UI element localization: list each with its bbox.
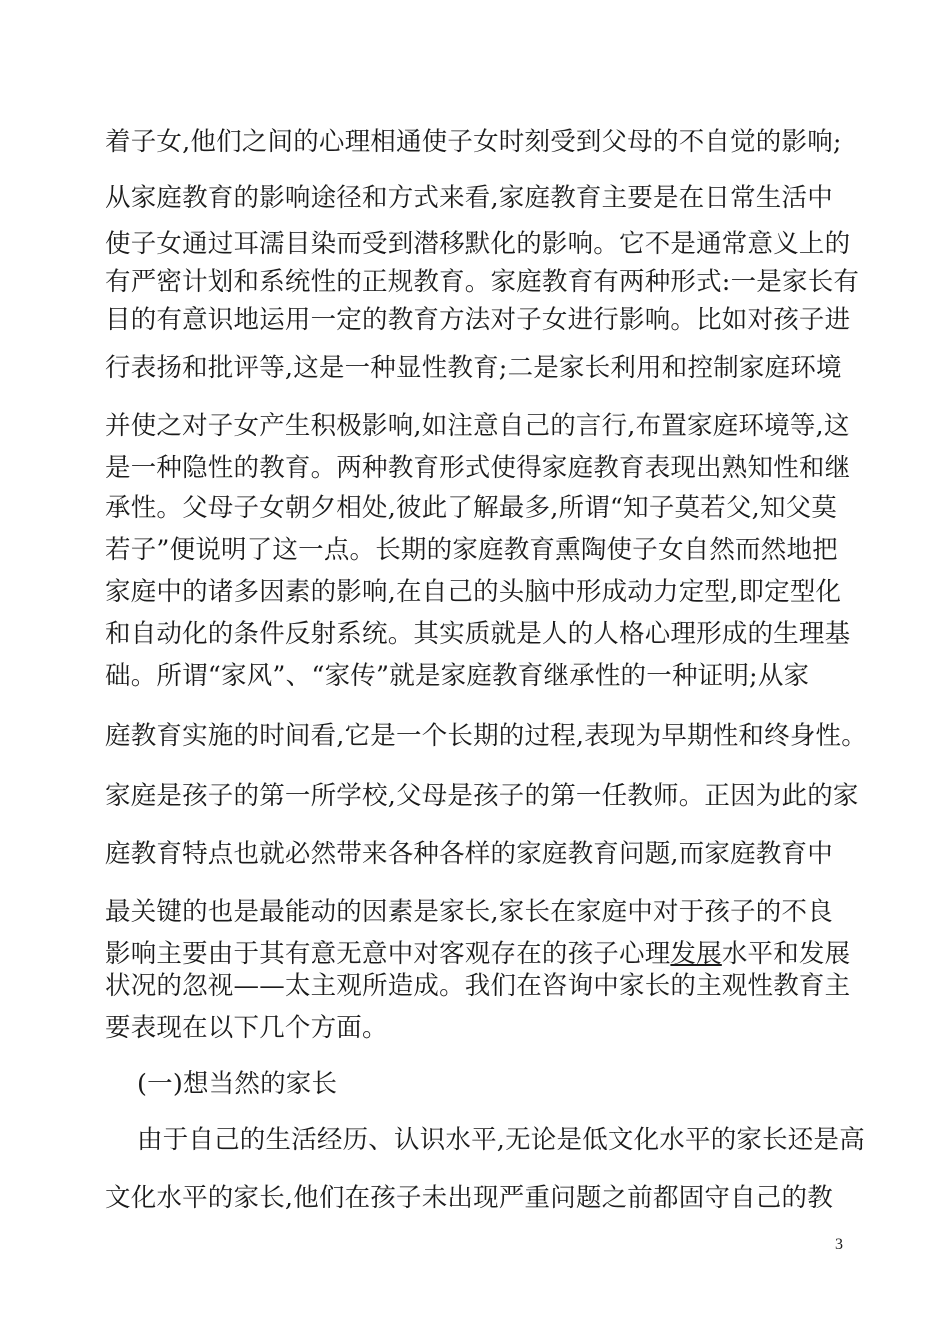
text-line: 从家庭教育的影响途径和方式来看,家庭教育主要是在日常生活中 bbox=[105, 183, 833, 213]
text-line: 是一种隐性的教育。两种教育形式使得家庭教育表现出熟知性和继 bbox=[105, 453, 851, 483]
text-line: 和自动化的条件反射系统。其实质就是人的人格心理形成的生理基 bbox=[105, 619, 851, 649]
page-number: 3 bbox=[835, 1236, 843, 1253]
text-line: 最关键的也是最能动的因素是家长,家长在家庭中对于孩子的不良 bbox=[105, 897, 833, 927]
development-link[interactable]: 发展 bbox=[670, 939, 722, 969]
text-line: 家庭中的诸多因素的影响,在自己的头脑中形成动力定型,即定型化 bbox=[105, 577, 842, 607]
text-line: 若子”便说明了这一点。长期的家庭教育熏陶使子女自然而然地把 bbox=[105, 535, 838, 565]
text-line bbox=[105, 938, 865, 970]
text-line: 行表扬和批评等,这是一种显性教育;二是家长利用和控制家庭环境 bbox=[105, 353, 842, 383]
text-line: 目的有意识地运用一定的教育方法对子女进行影响。比如对孩子进 bbox=[105, 305, 851, 335]
text-line: 庭教育实施的时间看,它是一个长期的过程,表现为早期性和终身性。 bbox=[105, 721, 867, 751]
text-line: 础。所谓“家风”、“家传”就是家庭教育继承性的一种证明;从家 bbox=[105, 661, 810, 691]
text-line: 状况的忽视——太主观所造成。我们在咨询中家长的主观性教育主 bbox=[105, 971, 851, 1001]
section-heading: (一)想当然的家长 bbox=[137, 1069, 338, 1099]
text-line: 有严密计划和系统性的正规教育。家庭教育有两种形式:一是家长有 bbox=[105, 267, 860, 297]
text-line: 庭教育特点也就必然带来各种各样的家庭教育问题,而家庭教育中 bbox=[105, 839, 833, 869]
text-line: 承性。父母子女朝夕相处,彼此了解最多,所谓“知子莫若父,知父莫 bbox=[105, 493, 838, 523]
text-line: 文化水平的家长,他们在孩子未出现严重问题之前都固守自己的教 bbox=[105, 1183, 833, 1213]
text-segment: 水平和发展 bbox=[721, 939, 851, 969]
text-line: 由于自己的生活经历、认识水平,无论是低文化水平的家长还是高 bbox=[137, 1125, 865, 1155]
text-line: 着子女,他们之间的心理相通使子女时刻受到父母的不自觉的影响; bbox=[105, 127, 842, 157]
text-line: 并使之对子女产生积极影响,如注意自己的言行,布置家庭环境等,这 bbox=[105, 411, 850, 441]
text-segment: 影响主要由于其有意无意中对客观存在的孩子心理 bbox=[105, 939, 671, 969]
text-line: 要表现在以下几个方面。 bbox=[105, 1013, 388, 1043]
text-line: 家庭是孩子的第一所学校,父母是孩子的第一任教师。正因为此的家 bbox=[105, 781, 859, 811]
text-line: 使子女通过耳濡目染而受到潜移默化的影响。它不是通常意义上的 bbox=[105, 229, 851, 259]
